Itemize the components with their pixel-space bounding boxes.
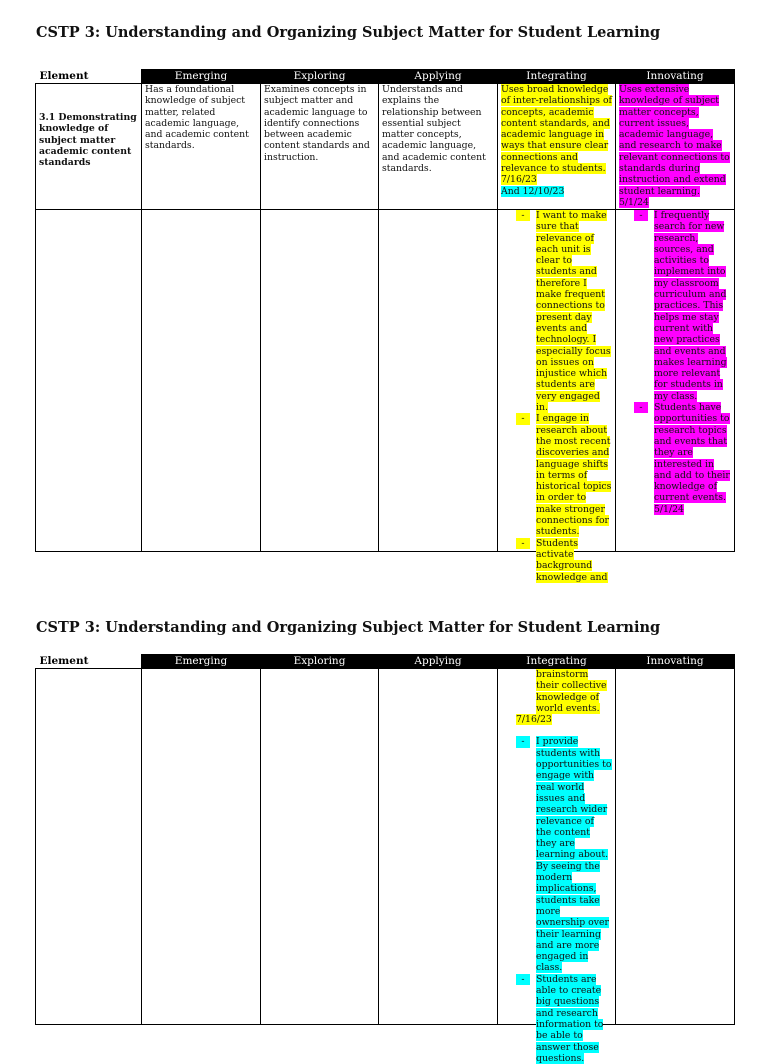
header-innovating: Innovating	[616, 70, 735, 84]
integrating-continuation: brainstorm their collective knowledge of world events.	[536, 669, 607, 714]
applying-cell: Understands and explains the relationship between essential subject matter concepts, academic language, and academic content standards.	[379, 84, 498, 210]
header-exploring: Exploring	[261, 655, 379, 669]
integrating-date-extra: And 12/10/23	[501, 185, 565, 197]
element-cell	[36, 84, 142, 210]
header-integrating: Integrating	[498, 70, 616, 84]
header-row	[36, 655, 735, 669]
innovating-text: Uses extensive knowledge of subject matter concepts, current issues, academic language, and research to make relevant connections to standards during instruction and extend student learning. 5/1/24	[619, 84, 730, 208]
header-element: Element	[36, 70, 142, 84]
list-item: - Students are able to create big questions and research information to be able to answer those questions.	[516, 974, 612, 1064]
list-item: - I provide students with opportunities to engage with real world issues and research wider relevance of the content they are learning about. By seeing the modern implications, students take more ownership over their learning and are more engaged in class.	[516, 736, 612, 973]
list-item: - Students have opportunities to research topics and events that they are interested in and add to their knowledge of current events. 5/1/24	[634, 402, 731, 515]
integrating-evidence-list	[516, 736, 612, 1064]
innovating-evidence-cell	[616, 210, 735, 552]
table-row	[36, 669, 735, 1025]
integrating-evidence-list	[516, 210, 612, 583]
list-item: - Students activate background knowledge and	[516, 538, 612, 583]
integrating-cell	[498, 84, 616, 210]
header-innovating: Innovating	[616, 655, 735, 669]
integrating-evidence-cell	[498, 210, 616, 583]
rubric-table	[35, 69, 735, 583]
rubric-table	[35, 654, 735, 1064]
table-row	[36, 84, 735, 210]
list-item: - I engage in research about the most recent discoveries and language shifts in terms of historical topics in order to make stronger connections for students.	[516, 413, 612, 537]
integrating-text: Uses broad knowledge of inter-relationships of concepts, academic content standards, and academic language in ways that ensure clear connections and relevance to students. 7/16/23	[501, 84, 612, 186]
header-row	[36, 70, 735, 84]
emerging-cell: Has a foundational knowledge of subject matter, related academic language, and academic content standards.	[142, 84, 261, 210]
innovating-evidence-list	[634, 210, 731, 515]
header-emerging: Emerging	[142, 655, 261, 669]
table-row	[36, 210, 735, 552]
header-element: Element	[36, 655, 142, 669]
header-exploring: Exploring	[261, 70, 379, 84]
integrating-evidence-cell	[498, 669, 616, 1064]
page-title: CSTP 3: Understanding and Organizing Subject Matter for Student Learning	[36, 619, 661, 636]
header-integrating: Integrating	[498, 655, 616, 669]
page-title: CSTP 3: Understanding and Organizing Subject Matter for Student Learning	[36, 24, 661, 41]
exploring-cell: Examines concepts in subject matter and academic language to identify connections between academic content standards and instruction.	[261, 84, 379, 210]
list-item	[516, 669, 612, 714]
header-applying: Applying	[379, 655, 498, 669]
list-item: - I frequently search for new research, sources, and activities to implement into my classroom curriculum and practices. This helps me stay current with new practices and events and makes learning more relevant for students in my class.	[634, 210, 731, 402]
element-label: 3.1 Demonstrating knowledge of subject matter academic content standards	[39, 112, 137, 169]
header-applying: Applying	[379, 70, 498, 84]
header-emerging: Emerging	[142, 70, 261, 84]
list-item: - I want to make sure that relevance of each unit is clear to students and therefore I make frequent connections to present day events and technology. I especially focus on issues on injustice which students are very engaged in.	[516, 210, 612, 413]
integrating-date: 7/16/23	[516, 714, 552, 726]
innovating-cell	[616, 84, 735, 210]
